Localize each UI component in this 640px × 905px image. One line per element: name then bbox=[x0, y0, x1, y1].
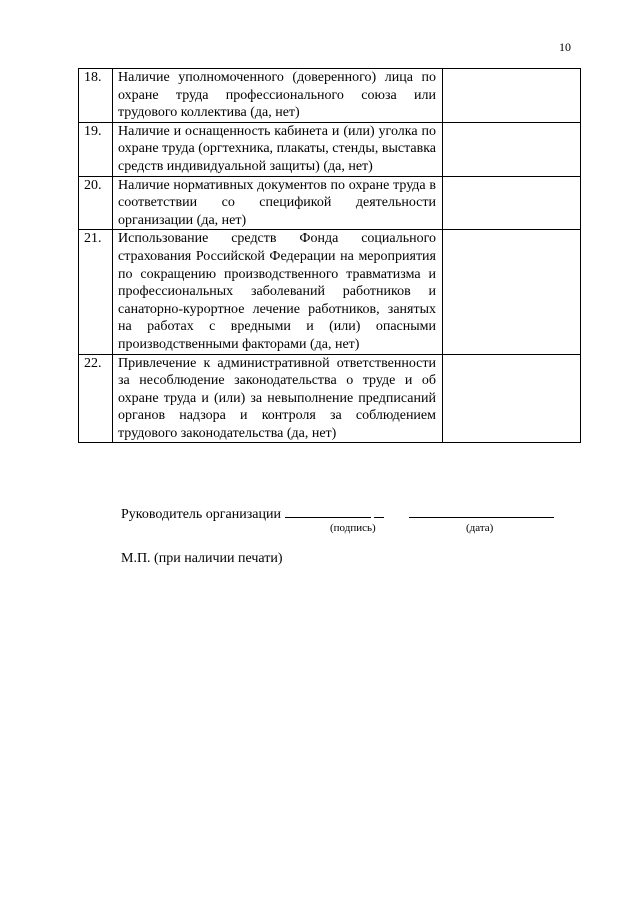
row-criterion: Наличие и оснащенность кабинета и (или) уголка по охране труда (оргтехника, плакаты, стенды, выставка средств индивидуальной защиты) (да, нет) bbox=[113, 122, 443, 176]
table-row bbox=[79, 354, 581, 443]
checklist-table bbox=[78, 68, 581, 443]
row-criterion: Наличие уполномоченного (доверенного) лица по охране труда профессионального союза или трудового коллектива (да, нет) bbox=[113, 69, 443, 123]
row-criterion: Использование средств Фонда социального страхования Российской Федерации на мероприятия по сокращению производственного травматизма и профессиональных заболеваний работников и санаторно-курортное лечение работников, занятых на работах с вредными и (или) опасными производственными факторами (да, нет) bbox=[113, 230, 443, 354]
signature-line bbox=[121, 505, 554, 523]
signature-label: Руководитель организации bbox=[121, 507, 281, 522]
table-row bbox=[79, 122, 581, 176]
row-number: 20. bbox=[79, 176, 113, 230]
date-caption: (дата) bbox=[466, 522, 494, 534]
table-row bbox=[79, 230, 581, 354]
row-answer-cell[interactable] bbox=[443, 354, 581, 443]
signature-caption: (подпись) bbox=[330, 522, 376, 534]
date-field[interactable] bbox=[409, 505, 554, 518]
row-criterion: Привлечение к административной ответственности за несоблюдение законодательства о труде и об охране труда и (или) за невыполнение предписаний органов надзора и контроля за соблюдением трудового законодательства (да, нет) bbox=[113, 354, 443, 443]
row-criterion: Наличие нормативных документов по охране труда в соответствии со спецификой деятельности организации (да, нет) bbox=[113, 176, 443, 230]
signature-dash bbox=[374, 505, 384, 518]
row-answer-cell[interactable] bbox=[443, 230, 581, 354]
row-answer-cell[interactable] bbox=[443, 69, 581, 123]
table-row bbox=[79, 69, 581, 123]
row-number: 22. bbox=[79, 354, 113, 443]
row-number: 18. bbox=[79, 69, 113, 123]
row-answer-cell[interactable] bbox=[443, 122, 581, 176]
table-row bbox=[79, 176, 581, 230]
signature-field[interactable] bbox=[285, 505, 371, 518]
row-number: 19. bbox=[79, 122, 113, 176]
stamp-note: М.П. (при наличии печати) bbox=[121, 551, 283, 566]
row-number: 21. bbox=[79, 230, 113, 354]
row-answer-cell[interactable] bbox=[443, 176, 581, 230]
page-number: 10 bbox=[559, 40, 571, 54]
